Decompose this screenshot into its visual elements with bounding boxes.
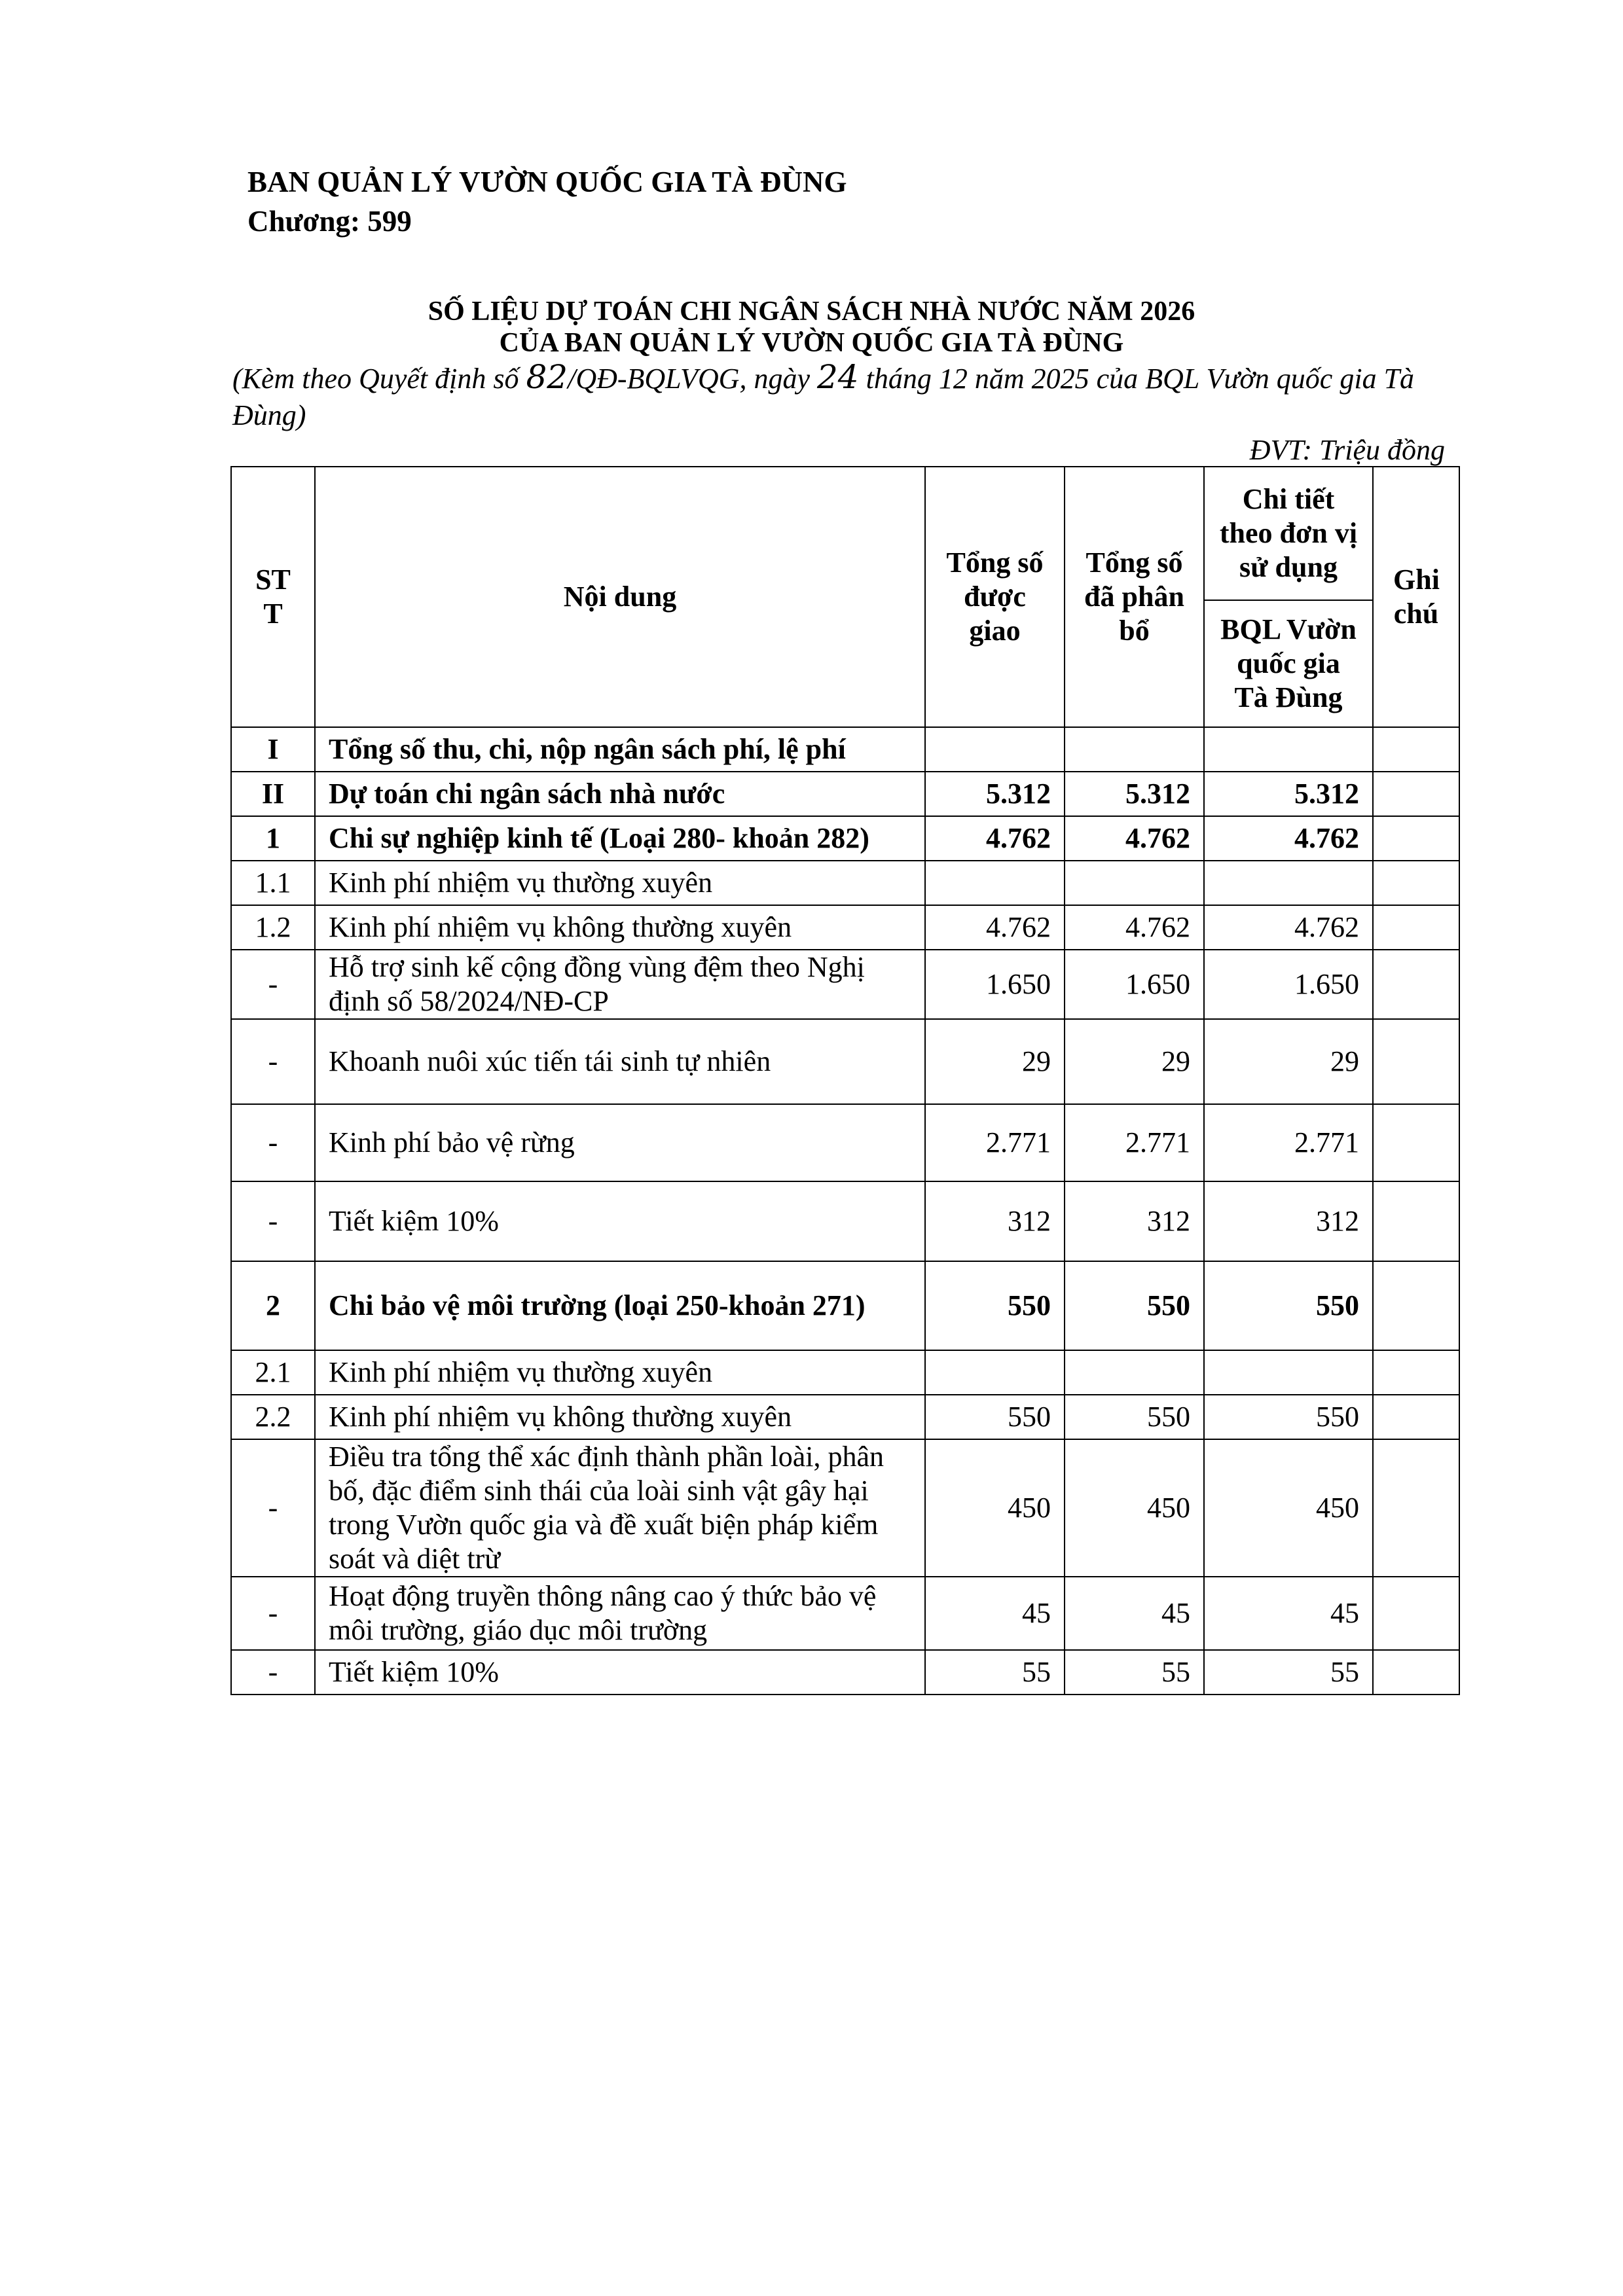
cell-allocated xyxy=(1065,727,1204,772)
cell-content: Hỗ trợ sinh kế cộng đồng vùng đệm theo Nghị định số 58/2024/NĐ-CP xyxy=(315,950,925,1019)
cell-note xyxy=(1373,1650,1459,1695)
cell-content: Tiết kiệm 10% xyxy=(315,1181,925,1261)
cell-allocated: 4.762 xyxy=(1065,905,1204,950)
cell-allocated: 2.771 xyxy=(1065,1104,1204,1181)
cell-assigned: 4.762 xyxy=(925,905,1065,950)
note-suffix: tháng 12 năm 2025 của BQL Vườn quốc gia Tà Đùng) xyxy=(232,363,1415,431)
org-name: BAN QUẢN LÝ VƯỜN QUỐC GIA TÀ ĐÙNG xyxy=(247,166,847,198)
cell-content: Khoanh nuôi xúc tiến tái sinh tự nhiên xyxy=(315,1019,925,1104)
budget-table xyxy=(230,466,1460,1695)
cell-assigned xyxy=(925,1350,1065,1395)
unit-label: ĐVT: Triệu đồng xyxy=(1249,434,1445,466)
org-header xyxy=(247,162,847,241)
cell-content: Tiết kiệm 10% xyxy=(315,1650,925,1695)
decision-number-handwritten: 82 xyxy=(526,358,568,396)
cell-content: Kinh phí bảo vệ rừng xyxy=(315,1104,925,1181)
table-row xyxy=(231,1019,1459,1104)
cell-stt: - xyxy=(231,950,315,1019)
table-row xyxy=(231,1650,1459,1695)
cell-content: Điều tra tổng thể xác định thành phần loài, phân bố, đặc điểm sinh thái của loài sinh vật gây hại trong Vườn quốc gia và đề xuất biện pháp kiểm soát và diệt trừ xyxy=(315,1439,925,1577)
cell-allocated: 5.312 xyxy=(1065,772,1204,816)
cell-assigned: 5.312 xyxy=(925,772,1065,816)
cell-content: Kinh phí nhiệm vụ không thường xuyên xyxy=(315,905,925,950)
cell-stt: 2.2 xyxy=(231,1395,315,1439)
cell-note xyxy=(1373,1395,1459,1439)
cell-content: Tổng số thu, chi, nộp ngân sách phí, lệ phí xyxy=(315,727,925,772)
table-row xyxy=(231,861,1459,905)
cell-allocated: 1.650 xyxy=(1065,950,1204,1019)
cell-stt: 2 xyxy=(231,1261,315,1350)
cell-assigned: 2.771 xyxy=(925,1104,1065,1181)
cell-note xyxy=(1373,727,1459,772)
cell-allocated: 450 xyxy=(1065,1439,1204,1577)
header-content: Nội dung xyxy=(315,467,925,727)
cell-detail: 4.762 xyxy=(1204,905,1373,950)
cell-content: Kinh phí nhiệm vụ thường xuyên xyxy=(315,861,925,905)
cell-assigned xyxy=(925,727,1065,772)
document-subtitle: CỦA BAN QUẢN LÝ VƯỜN QUỐC GIA TÀ ĐÙNG xyxy=(499,328,1124,358)
cell-assigned: 312 xyxy=(925,1181,1065,1261)
note-mid: /QĐ-BQLVQG, ngày xyxy=(568,363,817,395)
cell-content: Dự toán chi ngân sách nhà nước xyxy=(315,772,925,816)
cell-allocated: 550 xyxy=(1065,1395,1204,1439)
cell-content: Chi bảo vệ môi trường (loại 250-khoản 271) xyxy=(315,1261,925,1350)
document-title: SỐ LIỆU DỰ TOÁN CHI NGÂN SÁCH NHÀ NƯỚC NĂM 2026 xyxy=(428,296,1195,327)
cell-allocated: 4.762 xyxy=(1065,816,1204,861)
cell-detail: 2.771 xyxy=(1204,1104,1373,1181)
cell-assigned xyxy=(925,861,1065,905)
table-row xyxy=(231,727,1459,772)
cell-allocated xyxy=(1065,861,1204,905)
cell-stt: - xyxy=(231,1181,315,1261)
cell-note xyxy=(1373,861,1459,905)
cell-stt: 2.1 xyxy=(231,1350,315,1395)
cell-content: Kinh phí nhiệm vụ không thường xuyên xyxy=(315,1395,925,1439)
cell-assigned: 55 xyxy=(925,1650,1065,1695)
cell-stt: I xyxy=(231,727,315,772)
decision-note xyxy=(232,359,1476,434)
cell-detail: 4.762 xyxy=(1204,816,1373,861)
note-prefix: (Kèm theo Quyết định số xyxy=(232,363,526,395)
table-row xyxy=(231,772,1459,816)
cell-allocated xyxy=(1065,1350,1204,1395)
header-note: Ghi chú xyxy=(1373,467,1459,727)
cell-note xyxy=(1373,816,1459,861)
cell-stt: - xyxy=(231,1019,315,1104)
cell-detail: 45 xyxy=(1204,1577,1373,1650)
table-row xyxy=(231,950,1459,1019)
cell-assigned: 550 xyxy=(925,1395,1065,1439)
header-assigned: Tổng số được giao xyxy=(925,467,1065,727)
cell-detail: 29 xyxy=(1204,1019,1373,1104)
cell-content: Kinh phí nhiệm vụ thường xuyên xyxy=(315,1350,925,1395)
table-row xyxy=(231,1439,1459,1577)
cell-stt: - xyxy=(231,1650,315,1695)
cell-stt: 1.1 xyxy=(231,861,315,905)
cell-note xyxy=(1373,772,1459,816)
table-row xyxy=(231,1181,1459,1261)
cell-allocated: 45 xyxy=(1065,1577,1204,1650)
cell-allocated: 29 xyxy=(1065,1019,1204,1104)
cell-detail xyxy=(1204,727,1373,772)
cell-stt: 1.2 xyxy=(231,905,315,950)
cell-stt: - xyxy=(231,1104,315,1181)
cell-note xyxy=(1373,1181,1459,1261)
cell-assigned: 4.762 xyxy=(925,816,1065,861)
cell-detail: 1.650 xyxy=(1204,950,1373,1019)
cell-detail: 5.312 xyxy=(1204,772,1373,816)
cell-note xyxy=(1373,1104,1459,1181)
cell-note xyxy=(1373,1350,1459,1395)
cell-stt: II xyxy=(231,772,315,816)
header-unit-name: BQL Vườn quốc gia Tà Đùng xyxy=(1204,600,1373,727)
cell-note xyxy=(1373,1019,1459,1104)
cell-allocated: 55 xyxy=(1065,1650,1204,1695)
table-row xyxy=(231,1261,1459,1350)
cell-note xyxy=(1373,950,1459,1019)
cell-assigned: 45 xyxy=(925,1577,1065,1650)
cell-content: Chi sự nghiệp kinh tế (Loại 280- khoản 282) xyxy=(315,816,925,861)
cell-detail xyxy=(1204,861,1373,905)
table-row xyxy=(231,905,1459,950)
cell-detail: 550 xyxy=(1204,1395,1373,1439)
table-row xyxy=(231,816,1459,861)
cell-stt: - xyxy=(231,1577,315,1650)
cell-detail: 55 xyxy=(1204,1650,1373,1695)
table-row xyxy=(231,1395,1459,1439)
cell-assigned: 29 xyxy=(925,1019,1065,1104)
cell-detail xyxy=(1204,1350,1373,1395)
cell-detail: 550 xyxy=(1204,1261,1373,1350)
cell-detail: 312 xyxy=(1204,1181,1373,1261)
cell-stt: - xyxy=(231,1439,315,1577)
cell-note xyxy=(1373,1439,1459,1577)
cell-note xyxy=(1373,1261,1459,1350)
table-row xyxy=(231,1350,1459,1395)
cell-assigned: 1.650 xyxy=(925,950,1065,1019)
cell-allocated: 312 xyxy=(1065,1181,1204,1261)
cell-assigned: 550 xyxy=(925,1261,1065,1350)
cell-detail: 450 xyxy=(1204,1439,1373,1577)
cell-note xyxy=(1373,1577,1459,1650)
cell-content: Hoạt động truyền thông nâng cao ý thức bảo vệ môi trường, giáo dục môi trường xyxy=(315,1577,925,1650)
header-allocated: Tổng số đã phân bổ xyxy=(1065,467,1204,727)
header-detail: Chi tiết theo đơn vị sử dụng xyxy=(1204,467,1373,600)
cell-assigned: 450 xyxy=(925,1439,1065,1577)
cell-stt: 1 xyxy=(231,816,315,861)
decision-day-handwritten: 24 xyxy=(816,358,859,396)
table-row xyxy=(231,1104,1459,1181)
table-row xyxy=(231,1577,1459,1650)
cell-allocated: 550 xyxy=(1065,1261,1204,1350)
chapter-number: Chương: 599 xyxy=(247,205,412,238)
cell-note xyxy=(1373,905,1459,950)
header-stt: ST T xyxy=(231,467,315,727)
